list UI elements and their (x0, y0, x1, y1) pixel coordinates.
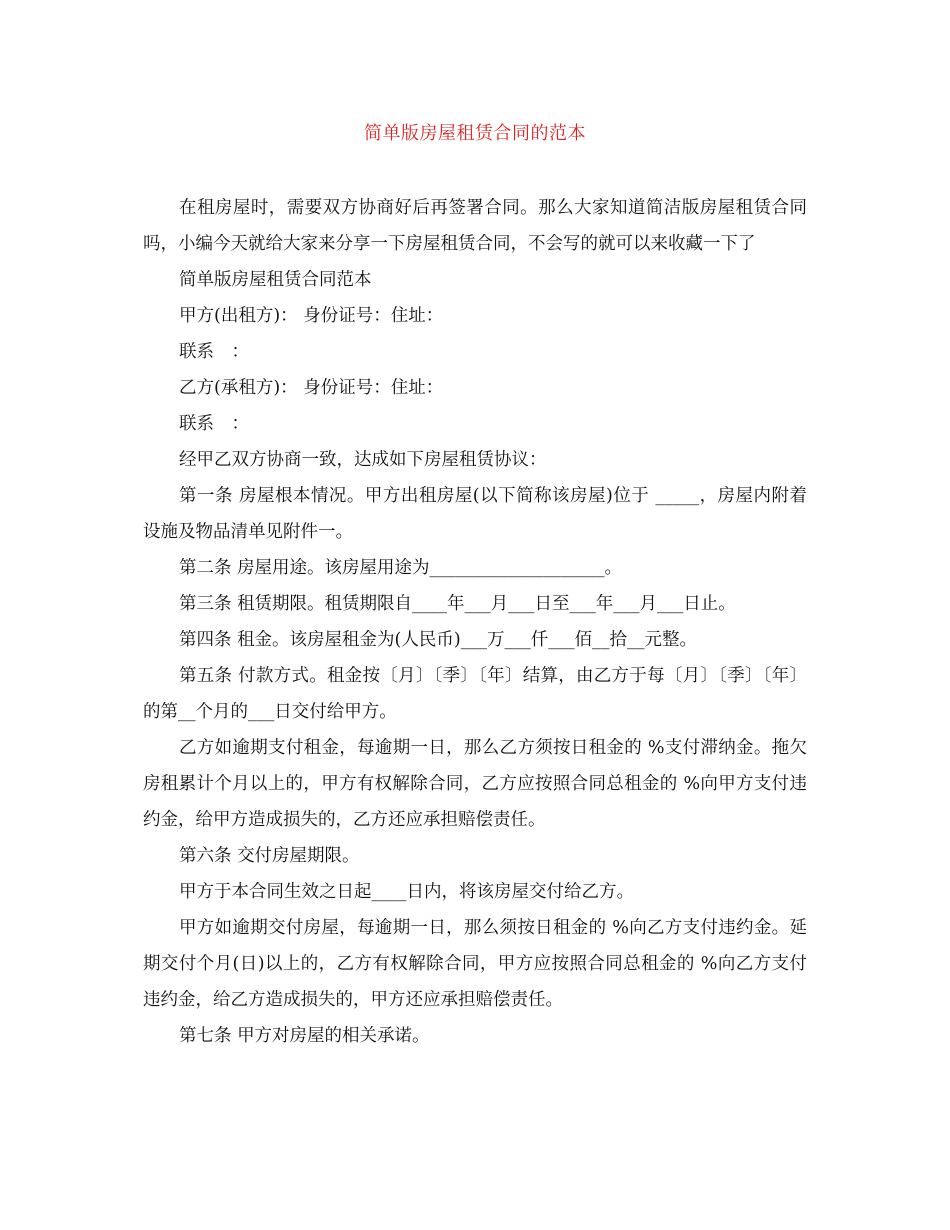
paragraph-agreement: 经甲乙双方协商一致，达成如下房屋租赁协议： (179, 450, 547, 470)
paragraph-article-3: 第三条 租赁期限。租赁期限自____年___月___日至___年___月___日止。 (179, 594, 736, 614)
paragraph-article-2: 第二条 房屋用途。该房屋用途为____________________。 (179, 558, 623, 578)
paragraph-late-payment: 乙方如逾期支付租金，每逾期一日，那么乙方须按日租金的 %支付滞纳金。拖欠房租累计个月以上的，甲方有权解除合同，乙方应按照合同总租金的 %向甲方支付违约金，给甲方造成损失的，乙方还应承担赔偿责任。 (143, 738, 807, 830)
document-body (143, 190, 807, 1054)
paragraph-party-a: 甲方(出租方)： 身份证号：住址： (179, 306, 444, 326)
paragraph-party-b: 乙方(承租方)： 身份证号：住址： (179, 378, 444, 398)
paragraph-article-4: 第四条 租金。该房屋租金为(人民币)___万___仟___佰__拾__元整。 (179, 630, 697, 650)
document-title: 简单版房屋租赁合同的范本 (364, 123, 586, 144)
paragraph-article-7: 第七条 甲方对房屋的相关承诺。 (179, 1026, 430, 1046)
paragraph-late-delivery: 甲方如逾期交付房屋，每逾期一日，那么须按日租金的 %向乙方支付违约金。延期交付个月(日)以上的，乙方有权解除合同，甲方应按照合同总租金的 %向乙方支付违约金，给乙方造成损失的，甲方还应承担赔偿责任。 (143, 918, 807, 1010)
paragraph-delivery: 甲方于本合同生效之日起____日内，将该房屋交付给乙方。 (179, 882, 634, 902)
paragraph-article-6: 第六条 交付房屋期限。 (179, 846, 360, 866)
paragraph-party-a-contact: 联系 ： (179, 342, 249, 362)
paragraph-article-1: 第一条 房屋根本情况。甲方出租房屋(以下简称该房屋)位于 _____，房屋内附着设施及物品清单见附件一。 (143, 486, 807, 542)
paragraph-template-heading: 简单版房屋租赁合同范本 (179, 270, 372, 290)
paragraph-article-5: 第五条 付款方式。租金按〔月〕〔季〕〔年〕结算，由乙方于每〔月〕〔季〕〔年〕的第__个月的___日交付给甲方。 (143, 666, 807, 722)
paragraph-intro: 在租房屋时，需要双方协商好后再签署合同。那么大家知道简洁版房屋租赁合同吗，小编今天就给大家来分享一下房屋租赁合同，不会写的就可以来收藏一下了 (143, 198, 807, 254)
paragraph-party-b-contact: 联系 ： (179, 414, 249, 434)
